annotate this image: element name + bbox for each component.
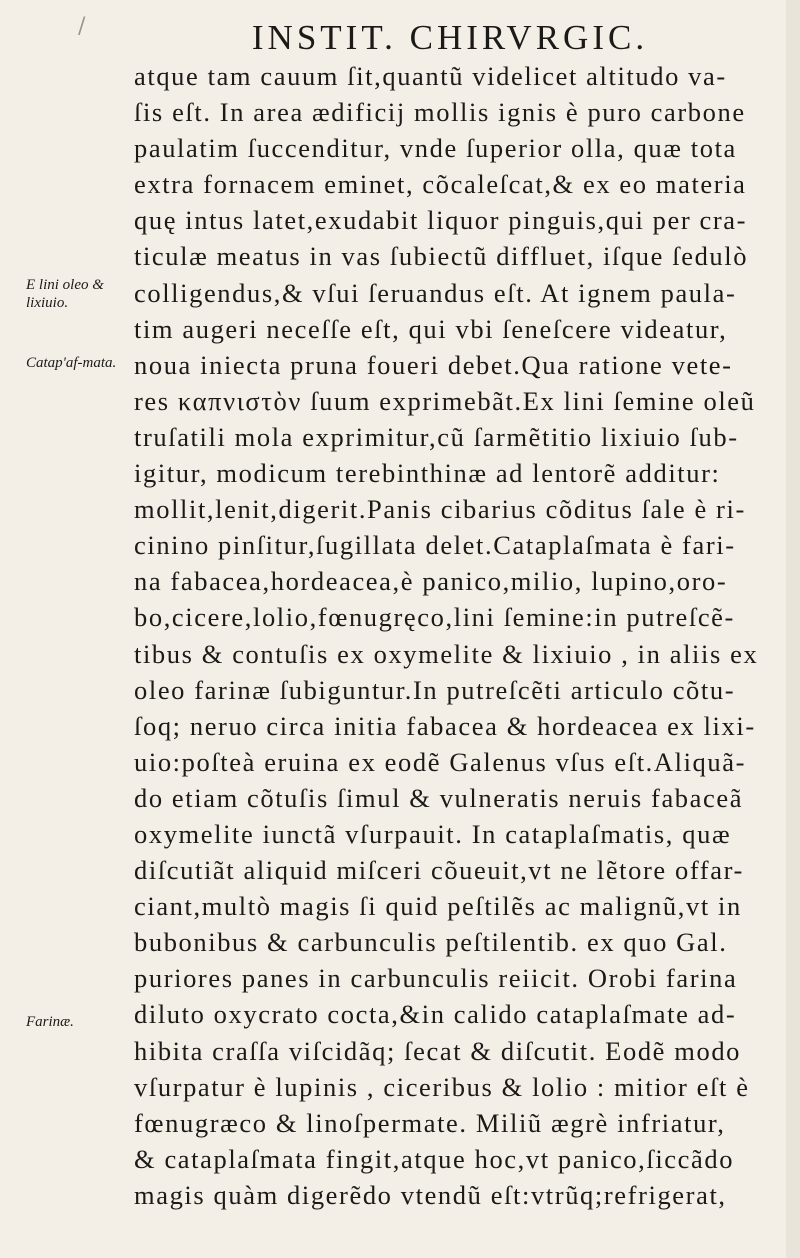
text-line: fœnugræco & linoſpermate. Miliũ ægrè infriatur,: [134, 1107, 726, 1138]
text-line: hibita craſſa viſcidãq; ſecat & diſcutit. Eodẽ modo: [134, 1035, 742, 1066]
text-line: na fabacea,hordeacea,è panico,milio, lupino,oro-: [134, 566, 728, 597]
running-header: INSTIT. CHIRVRGIC.: [251, 18, 649, 57]
text-line: oxymelite iunctã vſurpauit. In cataplaſmatis, quæ: [134, 818, 732, 849]
text-line: colligendus,& vſui ſeruandus eſt. At ignem paula-: [134, 277, 737, 308]
text-line: magis quàm digerẽdo vtendũ eſt:vtrũq;refrigerat,: [134, 1179, 727, 1210]
body-text-block: [134, 58, 784, 1213]
text-line: bubonibus & carbunculis peſtilentib. ex quo Gal.: [134, 927, 728, 958]
text-line: paulatim ſuccenditur, vnde ſuperior olla, quæ tota: [134, 133, 737, 164]
text-line: quę intus latet,exudabit liquor pinguis,qui per cra-: [134, 205, 748, 236]
margin-note-lini-oleo: E lini oleo & lixiuio.: [26, 277, 104, 311]
text-line: oleo farinæ ſubiguntur.In putreſcẽti articulo cõtu-: [134, 674, 736, 705]
text-line: ciant,multò magis ſi quid peſtilẽs ac malignũ,vt in: [134, 891, 742, 922]
text-line: do etiam cõtuſis ſimul & vulneratis neruis fabaceã: [134, 782, 744, 813]
text-line: atque tam cauum ſit,quantũ videlicet altitudo va-: [134, 61, 727, 91]
text-line: & cataplaſmata fingit,atque hoc,vt panico,ſiccãdo: [134, 1143, 735, 1174]
text-line: res καπνιστὸν ſuum exprimebãt.Ex lini ſemine oleũ: [134, 385, 756, 416]
text-line: diſcutiãt aliquid miſceri cõueuit,vt ne lẽtore offar-: [134, 855, 744, 886]
text-line: igitur, modicum terebinthinæ ad lentorẽ additur:: [134, 458, 721, 489]
text-line: vſurpatur è lupinis , ciceribus & lolio : mitior eſt è: [134, 1071, 750, 1102]
page-edge: [786, 0, 800, 1258]
text-line: noua iniecta pruna foueri debet.Qua ratione vete-: [134, 349, 733, 380]
text-line: truſatili mola exprimitur,cũ ſarmẽtitio lixiuio ſub-: [134, 421, 739, 452]
text-line: uio:poſteà eruina ex eodẽ Galenus vſus eſt.Aliquã-: [134, 746, 747, 777]
margin-note-cataplasmata: Catap'af-mata.: [26, 355, 117, 371]
margin-note-farinae: Farinæ.: [26, 1014, 74, 1030]
corner-mark: /: [78, 14, 86, 39]
text-line: mollit,lenit,digerit.Panis cibarius cõditus ſale è ri-: [134, 494, 746, 525]
text-line: ſis eſt. In area ædificij mollis ignis è puro carbone: [134, 97, 746, 128]
text-line: puriores panes in carbunculis reiicit. Orobi farina: [134, 963, 738, 994]
text-line: tim augeri neceſſe eſt, qui vbi ſeneſcere videatur,: [134, 313, 728, 344]
text-line: cinino pinſitur,ſugillata delet.Cataplaſmata è fari-: [134, 530, 736, 561]
text-line: tibus & contuſis ex oxymelite & lixiuio , in aliis ex: [134, 638, 759, 669]
text-line: extra fornacem eminet, cõcaleſcat,& ex eo materia: [134, 169, 747, 200]
text-line: ticulæ meatus in vas ſubiectũ diffluet, iſque ſedulò: [134, 241, 749, 272]
text-line: ſoq; neruo circa initia fabacea & hordeacea ex lixi-: [134, 710, 756, 741]
text-line: bo,cicere,lolio,fœnugręco,lini ſemine:in putreſcẽ-: [134, 602, 735, 633]
text-line: diluto oxycrato cocta,&in calido cataplaſmate ad-: [134, 999, 737, 1030]
